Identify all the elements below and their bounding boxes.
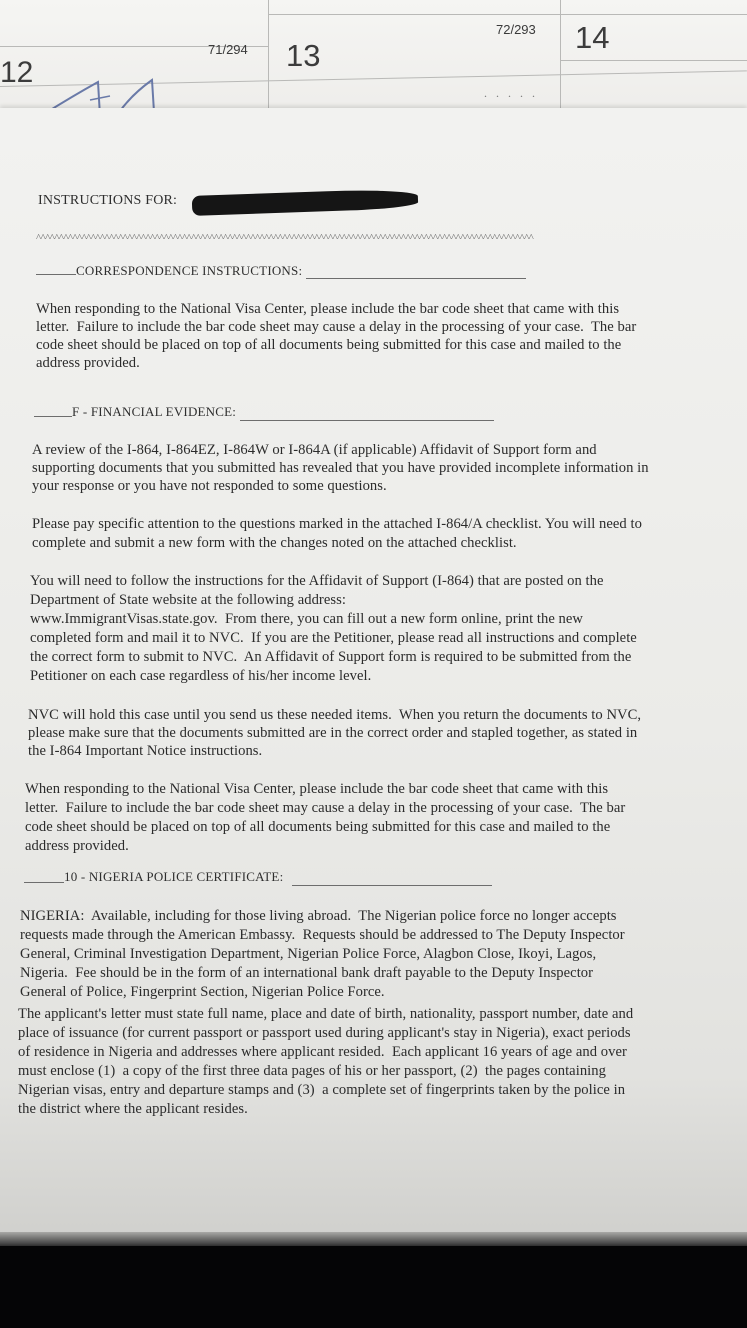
correspondence-line: When responding to the National Visa Center, please include the bar code sheet that came with this (36, 301, 620, 317)
financial-para4-line: NVC will hold this case until you send us these needed items. When you return the documents to NVC, (28, 707, 642, 723)
financial-para3-line: www.ImmigrantVisas.state.gov. From there, you can fill out a new form online, print the new (30, 611, 584, 627)
tab-number-right: 14 (575, 20, 610, 55)
police-line: Nigeria. Fee should be in the form of an international bank draft payable to the Deputy Inspector (20, 965, 594, 981)
tab-number-left: 12 (0, 56, 34, 89)
tab-rule (560, 60, 747, 61)
financial-heading: F - FINANCIAL EVIDENCE: (72, 404, 237, 419)
financial-para3-line: You will need to follow the instructions for the Affidavit of Support (I-864) that are posted on the (30, 573, 604, 589)
heading-rule (34, 416, 72, 417)
heading-rule (306, 278, 526, 279)
police-line: must enclose (1) a copy of the first three data pages of his or her passport, (2) the pages containing (18, 1063, 606, 1079)
tab-rule (268, 14, 747, 15)
police-line: the district where the applicant resides. (18, 1101, 248, 1117)
dots-mark: . . . . . (484, 86, 538, 100)
police-line: General of Police, Fingerprint Section, Nigerian Police Force. (20, 984, 385, 1000)
police-line: place of issuance (for current passport or passport used during applicant's stay in Nigeria), exact periods (18, 1025, 631, 1041)
correspondence-line: letter. Failure to include the bar code sheet may cause a delay in the processing of your case. The bar (36, 319, 637, 335)
financial-para5-line: When responding to the National Visa Center, please include the bar code sheet that came with this (25, 781, 609, 797)
police-line: General, Criminal Investigation Department, Nigerian Police Force, Alagbon Close, Ikoyi, Lagos, (20, 946, 597, 962)
heading-rule (24, 882, 64, 883)
financial-para2-line: Please pay specific attention to the questions marked in the attached I-864/A checklist. You will need to (32, 516, 642, 532)
financial-para3-line: the correct form to submit to NVC. An Affidavit of Support form is required to be submitted from the (30, 649, 632, 665)
financial-para1-line: supporting documents that you submitted has revealed that you have provided incomplete information in (32, 460, 649, 476)
tab-ref-right: 72/293 (496, 22, 536, 37)
tab-ref-mid: 71/294 (208, 42, 248, 57)
financial-para5-line: code sheet should be placed on top of all documents being submitted for this case and mailed to the (25, 819, 611, 835)
tab-divider (268, 0, 269, 110)
financial-para1-line: A review of the I-864, I-864EZ, I-864W or I-864A (if applicable) Affidavit of Support form and (32, 442, 597, 458)
tab-divider (560, 0, 561, 110)
police-line: Nigerian visas, entry and departure stamps and (3) a complete set of fingerprints taken by the police in (18, 1082, 626, 1098)
heading-rule (36, 274, 76, 275)
police-line: NIGERIA: Available, including for those living abroad. The Nigerian police force no longer accepts (20, 908, 617, 924)
financial-para5-line: letter. Failure to include the bar code sheet may cause a delay in the processing of your case. The bar (25, 800, 626, 816)
dark-background (0, 1246, 747, 1328)
instructions-for-label: INSTRUCTIONS FOR: (38, 193, 178, 208)
financial-para3-line: Petitioner on each case regardless of his/her income level. (30, 668, 372, 684)
financial-para1-line: your response or you have not responded to some questions. (32, 478, 387, 494)
separator-carets: ^^^^^^^^^^^^^^^^^^^^^^^^^^^^^^^^^^^^^^^^^^^^^^^^^^^^^^^^^^^^^^^^^^^^^^^^^^^^^^^^^^^^^^^^^^^^^^^^^^^^^^^^^^^^^ (36, 232, 534, 244)
financial-para4-line: the I-864 Important Notice instructions. (28, 743, 263, 759)
financial-para5-line: address provided. (25, 838, 129, 854)
heading-rule (292, 885, 492, 886)
police-line: The applicant's letter must state full name, place and date of birth, nationality, passport number, date and (18, 1006, 634, 1022)
police-heading: 10 - NIGERIA POLICE CERTIFICATE: (64, 869, 284, 884)
heading-rule (240, 420, 494, 421)
tab-number-mid: 13 (286, 38, 321, 73)
financial-para4-line: please make sure that the documents submitted are in the correct order and stapled together, as stated in (28, 725, 638, 741)
correspondence-line: code sheet should be placed on top of all documents being submitted for this case and mailed to the (36, 337, 622, 353)
correspondence-line: address provided. (36, 355, 140, 371)
financial-para3-line: Department of State website at the following address: (30, 592, 346, 608)
police-line: requests made through the American Embassy. Requests should be addressed to The Deputy Inspector (20, 927, 625, 943)
financial-para3-line: completed form and mail it to NVC. If you are the Petitioner, please read all instructions and complete (30, 630, 637, 646)
correspondence-heading: CORRESPONDENCE INSTRUCTIONS: (76, 263, 303, 278)
police-line: of residence in Nigeria and addresses where applicant resided. Each applicant 16 years of age and over (18, 1044, 627, 1060)
financial-para2-line: complete and submit a new form with the changes noted on the attached checklist. (32, 535, 517, 551)
